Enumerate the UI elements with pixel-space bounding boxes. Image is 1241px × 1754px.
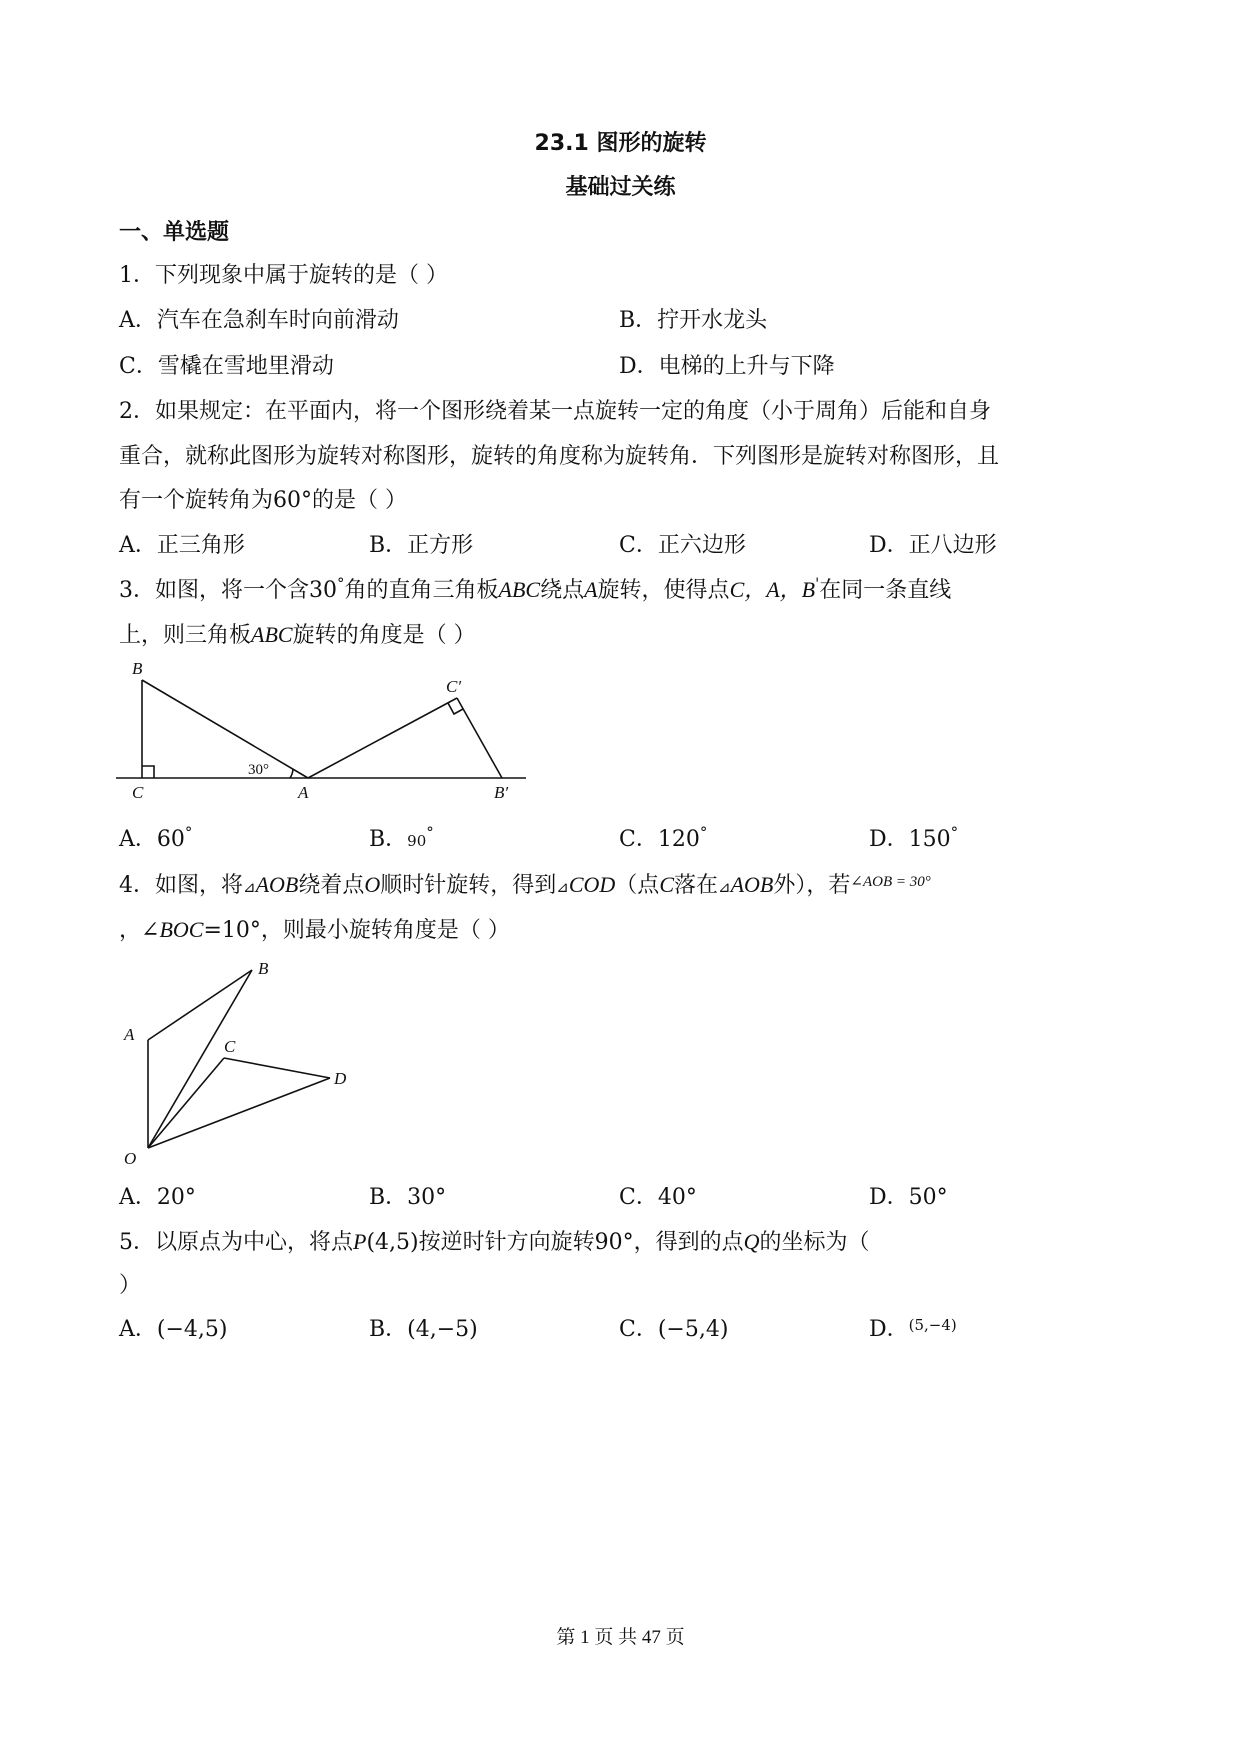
q3-option-c-letter: C． — [619, 827, 658, 852]
q4-option-b: B．30° — [369, 1185, 447, 1210]
q3-text-a: 3．如图，将一个含30 — [119, 578, 337, 603]
q5-option-a — [119, 1312, 227, 1343]
q4-label-b: B — [258, 959, 269, 978]
q3-option-b-deg: ° — [426, 823, 434, 842]
q4-label-o: O — [124, 1149, 137, 1168]
question-2-line-2: 重合，就称此图形为旋转对称图形，旋转的角度称为旋转角．下列图形是旋转对称图形，且 — [119, 444, 1000, 469]
question-1-stem: 1．下列现象中属于旋转的是（ ） — [119, 263, 448, 288]
q4-boc: BOC — [159, 917, 204, 942]
q4-point-c: C — [659, 872, 674, 897]
q3-option-d — [869, 822, 958, 853]
question-3-line-2 — [119, 618, 476, 649]
q3-triangle-name: ABC — [498, 577, 541, 602]
q5-text-a: 5．以原点为中心，将点 — [119, 1230, 353, 1255]
question-2-line-3: 有一个旋转角为60°的是（ ） — [119, 488, 407, 513]
q5-option-c-value: (−5,4) — [657, 1317, 729, 1342]
question-4-line-2 — [119, 913, 510, 944]
q4-text-a: 4．如图，将 — [119, 873, 243, 898]
q4-option-c: C．40° — [619, 1185, 697, 1210]
q3-label-c-prime: C′ — [446, 677, 462, 696]
question-3-line-1 — [119, 573, 951, 604]
page-footer: 第 1 页 共 47 页 — [556, 1627, 685, 1648]
q3-option-c-value: 120 — [657, 827, 700, 852]
question-5-line-1 — [119, 1225, 870, 1256]
q5-coords: (4,5) — [366, 1230, 419, 1255]
q5-option-d — [869, 1312, 957, 1343]
q2-option-a: A．正三角形 — [119, 533, 245, 558]
q3-text-e: 在同一条直线 — [819, 578, 952, 603]
q4-triangle-symbol-2: ⊿ — [556, 878, 569, 896]
page-title: 23.1 图形的旋转 — [534, 131, 707, 156]
q4-text-c: 顺时针旋转，得到 — [380, 873, 557, 898]
q3-label-angle: 30° — [248, 762, 269, 778]
q5-text-b: 按逆时针方向旋转90°，得到的点 — [418, 1230, 744, 1255]
q4-text-f: 外），若 — [773, 873, 851, 898]
q4-segment-oc — [148, 1058, 224, 1148]
q2-option-b: B．正方形 — [369, 533, 474, 558]
q3-side-ac-prime — [308, 698, 457, 778]
q3-label-b-prime: B′ — [494, 783, 509, 802]
q3-option-b-value: 90 — [407, 832, 427, 850]
q3-option-d-deg: ° — [950, 823, 959, 842]
q3-text-b: 角的直角三角板 — [344, 578, 499, 603]
q5-option-b-value: (4,−5) — [407, 1317, 478, 1342]
q5-point-q: Q — [743, 1229, 760, 1254]
q3-option-d-value: 150 — [908, 827, 951, 852]
q3-option-c — [619, 822, 707, 853]
q4-label-c: C — [224, 1037, 236, 1056]
q3-line2-a: 上，则三角板 — [119, 623, 252, 648]
q4-segment-ab — [148, 970, 252, 1040]
q3-label-a: A — [298, 783, 309, 802]
q4-figure — [112, 950, 372, 1170]
question-4-line-1 — [119, 868, 931, 899]
q4-text-e: 落在 — [674, 873, 719, 898]
q4-text-b: 绕着点 — [298, 873, 365, 898]
q3-line2-b: 旋转的角度是（ ） — [292, 623, 476, 648]
q4-text-d: （点 — [615, 873, 660, 898]
q5-option-a-letter: A． — [119, 1317, 157, 1342]
question-5-line-2: ） — [119, 1273, 142, 1298]
question-2-line-1: 2．如果规定：在平面内，将一个图形绕着某一点旋转一定的角度（小于周角）后能和自身 — [119, 399, 992, 424]
q3-label-b: B — [132, 660, 143, 678]
q3-side-cb-prime — [457, 698, 502, 778]
q3-option-b — [369, 822, 434, 853]
q3-text-c: 绕点 — [540, 578, 585, 603]
q3-line2-triangle: ABC — [251, 622, 293, 647]
q4-segment-ob — [148, 970, 252, 1148]
q4-triangle-symbol-3: ⊿ — [718, 878, 731, 896]
q4-line2-a: ，∠ — [119, 918, 160, 943]
q4-point-o: O — [364, 872, 381, 897]
q5-option-a-value: (−4,5) — [156, 1317, 228, 1342]
q5-text-c: 的坐标为（ — [759, 1230, 870, 1255]
q4-option-a: A．20° — [119, 1185, 196, 1210]
q3-option-a — [119, 822, 192, 853]
q3-right-angle-c — [142, 766, 154, 778]
q4-cod: COD — [568, 872, 616, 897]
q5-option-b — [369, 1312, 478, 1343]
q3-option-a-letter: A． — [119, 827, 157, 852]
q3-prime: ' — [815, 574, 820, 593]
q5-option-b-letter: B． — [369, 1317, 408, 1342]
q3-text-d: 旋转，使得点 — [597, 578, 730, 603]
q3-degree-mark: ° — [337, 574, 345, 593]
q1-option-a: A．汽车在急刹车时向前滑动 — [119, 308, 399, 333]
q4-option-d: D．50° — [869, 1185, 948, 1210]
page-subtitle: 基础过关练 — [565, 175, 676, 200]
q5-option-c-letter: C． — [619, 1317, 658, 1342]
q1-option-c: C．雪橇在雪地里滑动 — [119, 354, 334, 379]
q5-option-d-letter: D． — [869, 1317, 909, 1342]
q4-segment-od — [148, 1078, 330, 1148]
q4-condition: ∠AOB = 30° — [850, 874, 931, 890]
q4-aob-2: AOB — [730, 872, 774, 897]
section-heading: 一、单选题 — [119, 220, 230, 245]
q3-point-a: A — [584, 577, 598, 602]
q3-option-b-letter: B． — [369, 827, 408, 852]
q1-option-b: B．拧开水龙头 — [619, 308, 768, 333]
q3-option-a-value: 60 — [156, 827, 185, 852]
q3-points: C，A，B — [729, 577, 816, 602]
q4-triangle-symbol-1: ⊿ — [243, 878, 256, 896]
q4-line2-b: =10°，则最小旋转角度是（ ） — [203, 918, 510, 943]
q3-angle-arc — [290, 769, 293, 778]
q5-option-c — [619, 1312, 728, 1343]
q3-figure — [112, 660, 532, 810]
q3-option-c-deg: ° — [699, 823, 708, 842]
q4-aob: AOB — [255, 872, 299, 897]
q2-option-d: D．正八边形 — [869, 533, 997, 558]
q4-label-d: D — [334, 1069, 347, 1088]
q2-option-c: C．正六边形 — [619, 533, 746, 558]
q4-label-a: A — [124, 1025, 135, 1044]
q4-segment-cd — [224, 1058, 330, 1078]
q3-option-a-deg: ° — [184, 823, 193, 842]
q3-option-d-letter: D． — [869, 827, 909, 852]
q5-option-d-value: (5,−4) — [908, 1316, 957, 1334]
q3-label-c: C — [132, 783, 144, 802]
q1-option-d: D．电梯的上升与下降 — [619, 354, 835, 379]
q5-point-p: P — [353, 1229, 367, 1254]
q3-side-ba — [142, 680, 308, 778]
